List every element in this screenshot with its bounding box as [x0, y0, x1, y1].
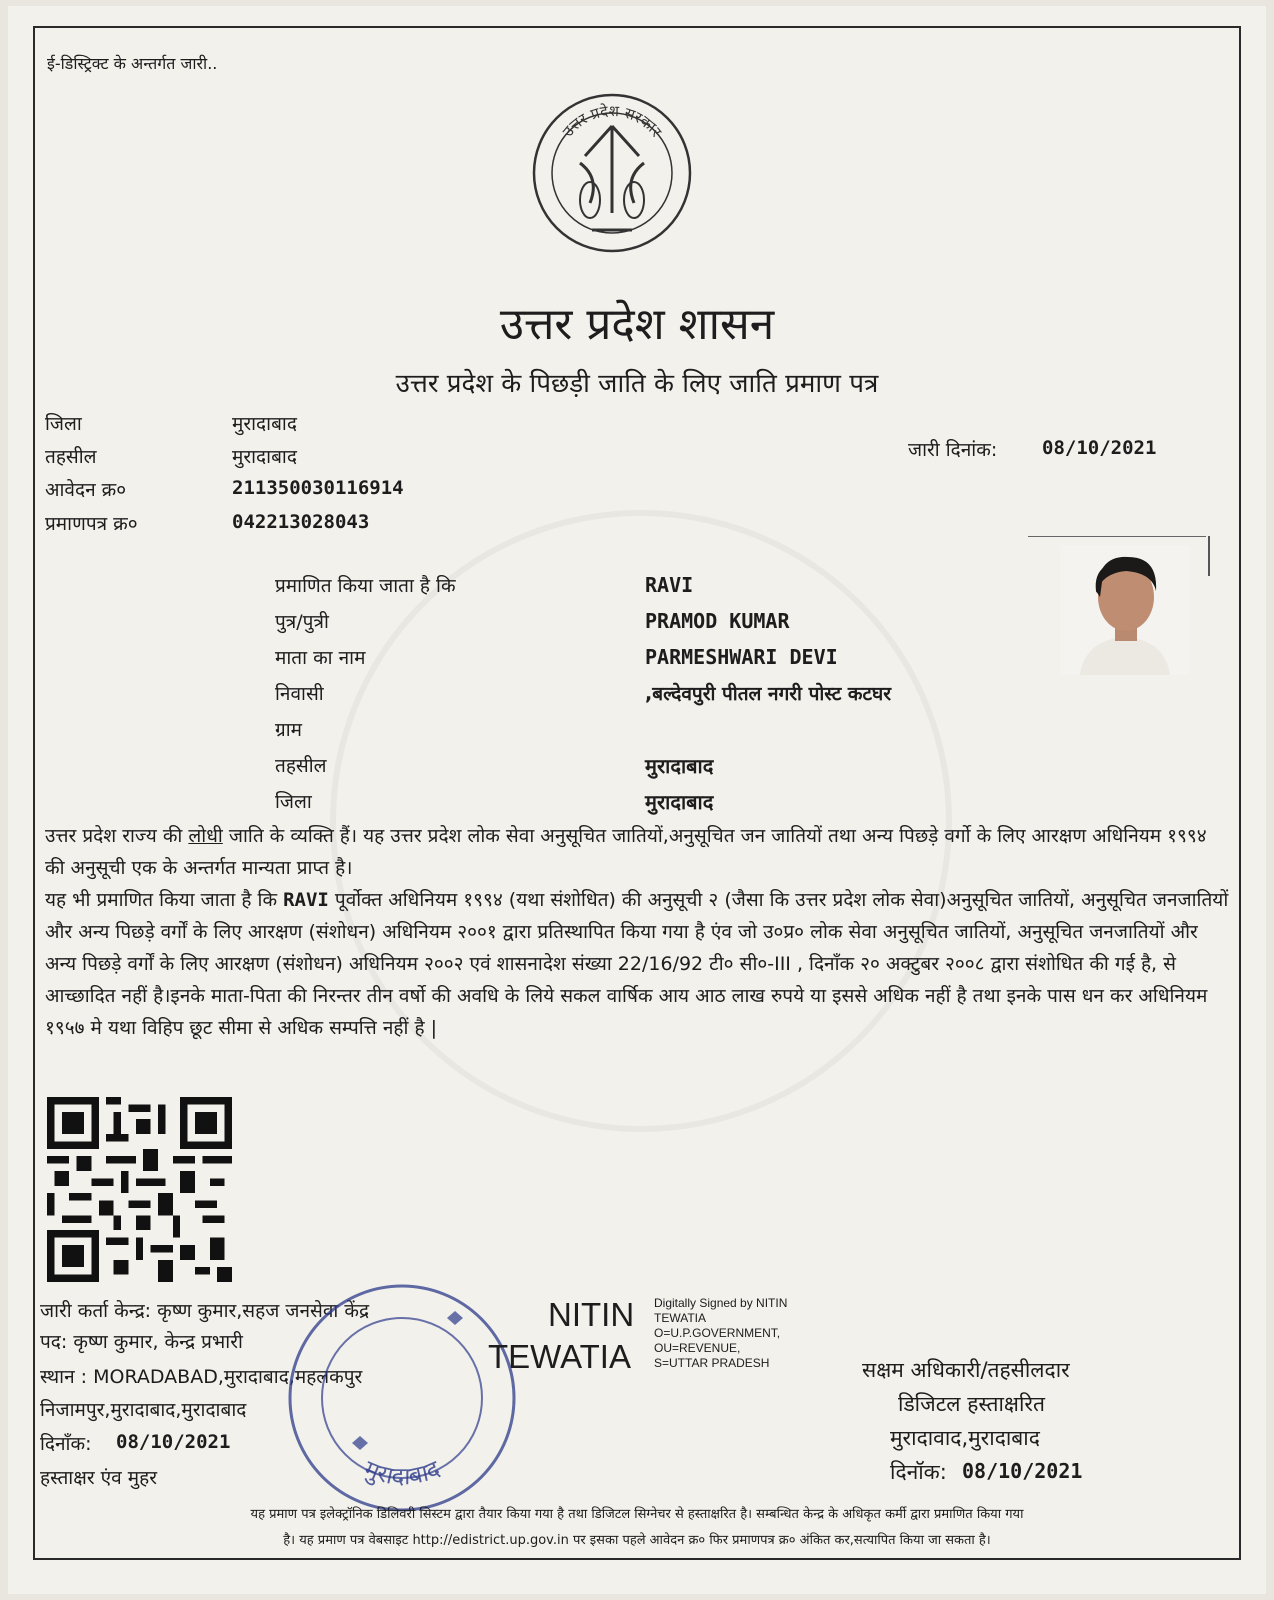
meta-label-certificate-no: प्रमाणपत्र क्र०: [45, 513, 138, 535]
income-paragraph-prefix: यह भी प्रमाणित किया जाता है कि: [45, 889, 278, 911]
digital-signature-name-1: NITIN: [548, 1296, 635, 1333]
detail-label-village: ग्राम: [275, 719, 302, 741]
emblem-text: उत्तर प्रदेश सरकार: [558, 101, 666, 141]
detail-label-son-daughter: पुत्र/पुत्री: [275, 611, 329, 633]
person-photo-icon: [1060, 545, 1190, 675]
issuer-place: स्थान : MORADABAD,मुरादाबाद,महलकपुर: [40, 1366, 363, 1388]
meta-value-application-no: 211350030116914: [232, 477, 404, 499]
issuer-sign-label: हस्ताक्षर एंव मुहर: [40, 1467, 157, 1489]
detail-label-certified: प्रमाणित किया जाता है कि: [275, 575, 456, 597]
officer-place: मुरादावाद,मुरादाबाद: [890, 1426, 1040, 1450]
officer-digital-sign: डिजिटल हस्ताक्षरित: [898, 1392, 1045, 1416]
issue-date-label: जारी दिनांक:: [908, 439, 998, 461]
official-seal-icon: [282, 1278, 522, 1518]
income-paragraph-rest: पूर्वोक्त अधिनियम १९९४ (यथा संशोधित) की अनुसूची २ (जैसा कि उत्तर प्रदेश लोक सेवा)अनुसूचित जातियों, अनुसूचित जनजातियों और अन्य पिछड़े वर्गों के लिए आरक्षण (संशोधन) अधिनियम २००१ द्वारा प्रतिस्थापित किया गया है एंव जो उ०प्र० लोक सेवा अनुसूचित जातियों, अनुसूचित जनजातियों और अन्य पिछड़े वर्गों के लिए आरक्षण (संशोधन) अधिनियम २००२ एवं शासनादेश संख्या 22/16/92 टी० सी०-III , दिनाँक २० अक्टुबर २००८ द्वारा संशोधित की गई है, से आच्छादित नहीं है।इनके माता-पिता की निरन्तर तीन वर्षो की अवधि के लिये सकल वार्षिक आय आठ लाख रुपये या इससे अधिक नहीं है तथा इनके पास धन कर अधिनियम १९५७ मे यथा विहिप छूट सीमा से अधिक सम्पत्ति नहीं है |: [45, 889, 1229, 1039]
footer-line-2: है। यह प्रमाण पत्र वेबसाइट http://edistrict.up.gov.in पर इसका पहले आवेदन क्र० फिर प्रमाणपत्र क्र० अंकित कर,सत्यापित किया जा सकता है।: [283, 1533, 991, 1548]
meta-value-tehsil: मुरादाबाद: [232, 446, 297, 468]
detail-label-mother: माता का नाम: [275, 647, 366, 669]
detail-label-resident: निवासी: [275, 683, 324, 705]
officer-title: सक्षम अधिकारी/तहसीलदार: [862, 1358, 1070, 1382]
digital-signature-line: Digitally Signed by NITIN: [654, 1296, 788, 1310]
meta-value-certificate-no: 042213028043: [232, 511, 370, 533]
photo-rule-vertical: [1208, 536, 1210, 576]
detail-label-district: जिला: [275, 791, 312, 813]
detail-value-tehsil: मुरादाबाद: [645, 754, 714, 778]
digital-signature-name-2: TEWATIA: [488, 1338, 631, 1375]
issue-date-value: 08/10/2021: [1042, 437, 1157, 459]
issuer-date: 08/10/2021: [116, 1431, 231, 1453]
caste-paragraph-rest: जाति के व्यक्ति हैं। यह उत्तर प्रदेश लोक सेवा अनुसूचित जातियों,अनुसूचित जन जातियों तथा अन्य पिछड़े वर्गो के लिए आरक्षण अधिनियम १९९४ की अनुसूची एक के अन्तर्गत मान्यता प्राप्त है।: [45, 825, 1207, 879]
detail-value-mother: PARMESHWARI DEVI: [645, 645, 838, 669]
issuer-place-2: निजामपुर,मुरादाबाद,मुरादाबाद: [40, 1399, 247, 1421]
issuer-centre: जारी कर्ता केन्द्र: कृष्ण कुमार,सहज जनसेवा केंद्र: [40, 1300, 370, 1322]
meta-value-district: मुरादाबाद: [232, 413, 297, 435]
qr-code-icon: [47, 1097, 232, 1282]
officer-date-label: दिनॉक:: [890, 1460, 947, 1484]
income-paragraph-name: RAVI: [283, 889, 329, 911]
detail-label-tehsil: तहसील: [275, 755, 327, 777]
detail-value-father: PRAMOD KUMAR: [645, 609, 790, 633]
issued-under-note: ई-डिस्ट्रिक्ट के अन्तर्गत जारी..: [47, 54, 218, 73]
detail-value-district: मुरादाबाद: [645, 790, 714, 814]
detail-value-resident: ,बल्देवपुरी पीतल नगरी पोस्ट कटघर: [645, 683, 892, 705]
caste-name: लोधी: [188, 825, 223, 847]
meta-label-tehsil: तहसील: [45, 446, 97, 468]
svg-text:मुरादाबाद: [360, 1454, 444, 1490]
digital-signature-line: TEWATIA: [654, 1311, 706, 1325]
page-title: उत्तर प्रदेश शासन: [499, 299, 775, 350]
page-subtitle: उत्तर प्रदेश के पिछड़ी जाति के लिए जाति प्रमाण पत्र: [395, 369, 879, 399]
caste-paragraph-prefix: उत्तर प्रदेश राज्य की: [45, 825, 183, 847]
income-paragraph: [45, 884, 1230, 1044]
meta-label-district: जिला: [45, 413, 82, 435]
digital-signature-line: O=U.P.GOVERNMENT,: [654, 1326, 781, 1340]
caste-paragraph: [45, 820, 1230, 884]
detail-value-name: RAVI: [645, 573, 694, 597]
digital-signature-details: [654, 1296, 787, 1371]
issuer-date-label: दिनाँक:: [40, 1433, 92, 1455]
meta-label-application-no: आवेदन क्र०: [45, 479, 127, 501]
digital-signature-line: OU=REVENUE,: [654, 1341, 741, 1355]
digital-signature-line: S=UTTAR PRADESH: [654, 1356, 770, 1370]
footer-line-1: यह प्रमाण पत्र इलेक्ट्रॉनिक डिलिवरी सिस्टम द्वारा तैयार किया गया है तथा डिजिटल सिग्नेचर से हस्ताक्षरित है। सम्बन्धित केन्द्र के अधिकृत कर्मी द्वारा प्रमाणित किया गया: [250, 1507, 1024, 1522]
seal-text: मुरादाबाद: [360, 1454, 444, 1491]
issuer-post: पद: कृष्ण कुमार, केन्द्र प्रभारी: [40, 1331, 243, 1353]
photo-rule: [1028, 536, 1206, 537]
up-emblem-icon: [530, 88, 695, 258]
officer-date: 08/10/2021: [962, 1459, 1083, 1483]
